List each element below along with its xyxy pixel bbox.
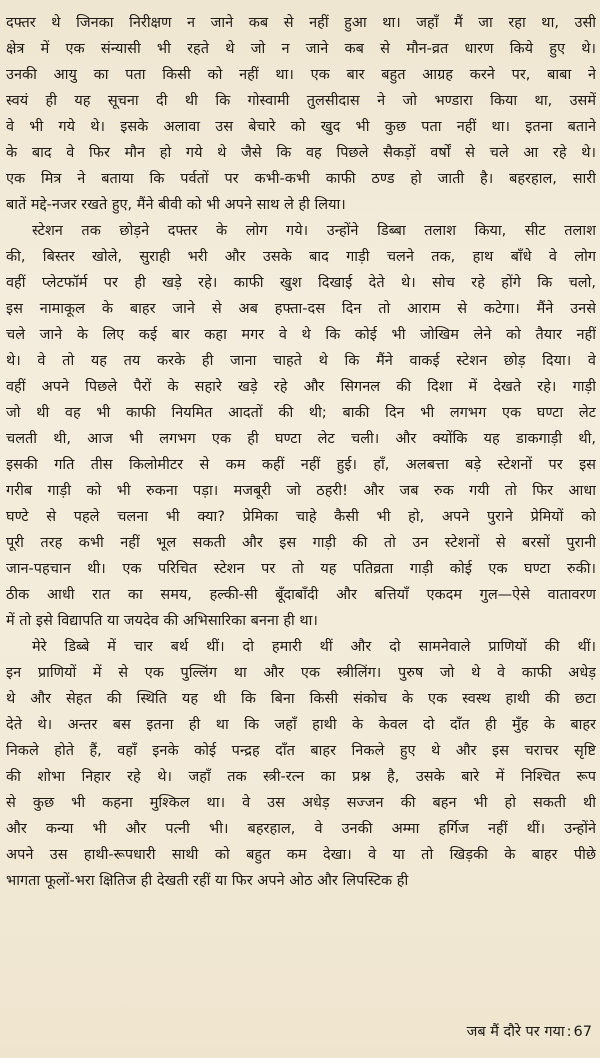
paragraph: [6, 10, 596, 218]
page-number: 67: [573, 1024, 592, 1040]
text-line: स्वयं ही यह सूचना दी थी कि गोस्वामी तुलसीदास ने जो भण्डारा किया था, उसमें: [6, 93, 596, 109]
text-line: जान-पहचान थी। एक परिचित स्टेशन पर तो यह पतिव्रता गाड़ी कोई एक घण्टा रुकी।: [6, 561, 596, 577]
text-line: जो थी वह भी काफी नियमित आदतों की थी; बाकी दिन भी लगभग एक घण्टा लेट: [6, 405, 596, 421]
text-line: वहीं प्लेटफॉर्म पर ही खड़े रहे। काफी खुश दिखाई देते थे। सोच रहे होंगे कि चलो,: [6, 275, 596, 291]
text-line: ठीक आधी रात का समय, हल्की-सी बूँदाबाँदी और बत्तियाँ एकदम गुल—ऐसे वातावरण: [6, 587, 596, 603]
text-line: के बाद वे फिर मौन हो गये थे जैसे कि वह पिछले सैकड़ों वर्षों से चले आ रहे थे।: [6, 145, 596, 161]
text-line: भागता फूलों-भरा क्षितिज ही देखती रहीं या फिर अपने ओठ और लिपस्टिक ही: [6, 873, 409, 889]
text-line: में तो इसे विद्यापति या जयदेव की अभिसारिका बनना ही था।: [6, 613, 318, 629]
text-line: देते थे। अन्तर बस इतना ही था कि जहाँ हाथी के केवल दो दाँत ही मुँह के बाहर: [6, 717, 596, 733]
text-line: की शोभा निहार रहे थे। जहाँ तक स्त्री-रत्न का प्रश्न है, उसके बारे में निश्चित रूप: [6, 769, 596, 785]
paragraph: [6, 218, 596, 634]
text-line: इस नामाकूल के बाहर जाने से अब हफ्ता-दस दिन तो आराम से कटेगा। मैंने उनसे: [6, 301, 596, 317]
body-text: [6, 10, 596, 894]
text-line: क्षेत्र में एक संन्यासी भी रहते थे जो न जाने कब से मौन-व्रत धारण किये हुए थे।: [6, 41, 596, 57]
page-footer: [467, 1022, 592, 1042]
text-line: निकले होते हैं, वहाँ इनके कोई पन्द्रह दाँत बाहर निकले हुए थे और इस चराचर सृष्टि: [6, 743, 596, 759]
text-line: थे। वे तो यह तय करके ही जाना चाहते थे कि मैंने वाकई स्टेशन छोड़ दिया। वे: [6, 353, 596, 369]
text-line: वे भी गये थे। इसके अलावा उस बेचारे को खुद भी कुछ पता नहीं था। इतना बताने: [6, 119, 596, 135]
text-line: की, बिस्तर खोले, सुराही भरी और उसके बाद गाड़ी चलने तक, हाथ बाँधे वे लोग: [6, 249, 596, 265]
paragraph: [6, 634, 596, 894]
text-line: चलती थी, आज भी लगभग एक ही घण्टा लेट चली। और क्योंकि यह डाकगाड़ी थी,: [6, 431, 596, 447]
text-line: इसकी गति तीस किलोमीटर से कम कहीं नहीं हुई। हाँ, अलबत्ता बड़े स्टेशनों पर इस: [6, 457, 596, 473]
text-line: अपने उस हाथी-रूपधारी साथी को बहुत कम देखा। वे या तो खिड़की के बाहर पीछे: [6, 847, 596, 863]
text-line: थे और सेहत की स्थिति यह थी कि बिना किसी संकोच के एक स्वस्थ हाथी की छटा: [6, 691, 596, 707]
footer-separator: :: [566, 1024, 572, 1040]
text-line: एक मित्र ने बताया कि पर्वतों पर कभी-कभी काफी ठण्ड हो जाती है। बहरहाल, सारी: [6, 171, 596, 187]
text-line: इन प्राणियों में से एक पुल्लिंग था और एक स्त्रीलिंग। पुरुष जो थे वे काफी अधेड़: [6, 665, 596, 681]
text-line: स्टेशन तक छोड़ने दफ्तर के लोग गये। उन्होंने डिब्बा तलाश किया, सीट तलाश: [32, 223, 596, 239]
text-line: वहीं अपने पिछले पैरों के सहारे खड़े रहे और सिगनल की दिशा में देखते रहे। गाड़ी: [6, 379, 596, 395]
text-line: पूरी तरह कभी नहीं भूल सकती और इस गाड़ी की तो उन स्टेशनों से बरसों पुरानी: [6, 535, 596, 551]
text-line: से कुछ भी कहना मुश्किल था। वे उस अधेड़ सज्जन की बहन भी हो सकती थी: [6, 795, 596, 811]
text-line: दफ्तर थे जिनका निरीक्षण न जाने कब से नहीं हुआ था। जहाँ मैं जा रहा था, उसी: [6, 15, 596, 31]
text-line: मेरे डिब्बे में चार बर्थ थीं। दो हमारी थीं और दो सामनेवाले प्राणियों की थीं।: [32, 639, 596, 655]
text-line: घण्टे से पहले चलना भी क्या? प्रेमिका चाहे कैसी भी हो, अपने पुराने प्रेमियों को: [6, 509, 596, 525]
text-line: गरीब गाड़ी को भी रुकना पड़ा। मजबूरी जो ठहरी! और जब रुक गयी तो फिर आधा: [6, 483, 596, 499]
text-line: उनकी आयु का पता किसी को नहीं था। एक बार बहुत आग्रह करने पर, बाबा ने: [6, 67, 596, 83]
running-title: जब मैं दौरे पर गया: [466, 1024, 565, 1040]
text-line: और कन्या भी और पत्नी भी। बहरहाल, वे उनकी अम्मा हर्गिज नहीं थीं। उन्होंने: [6, 821, 596, 837]
text-line: चले जाने के लिए कई बार कहा मगर वे थे कि कोई भी जोखिम लेने को तैयार नहीं: [6, 327, 596, 343]
text-line: बातें मद्दे-नजर रखते हुए, मैंने बीवी को भी अपने साथ ले ही लिया।: [6, 197, 346, 213]
